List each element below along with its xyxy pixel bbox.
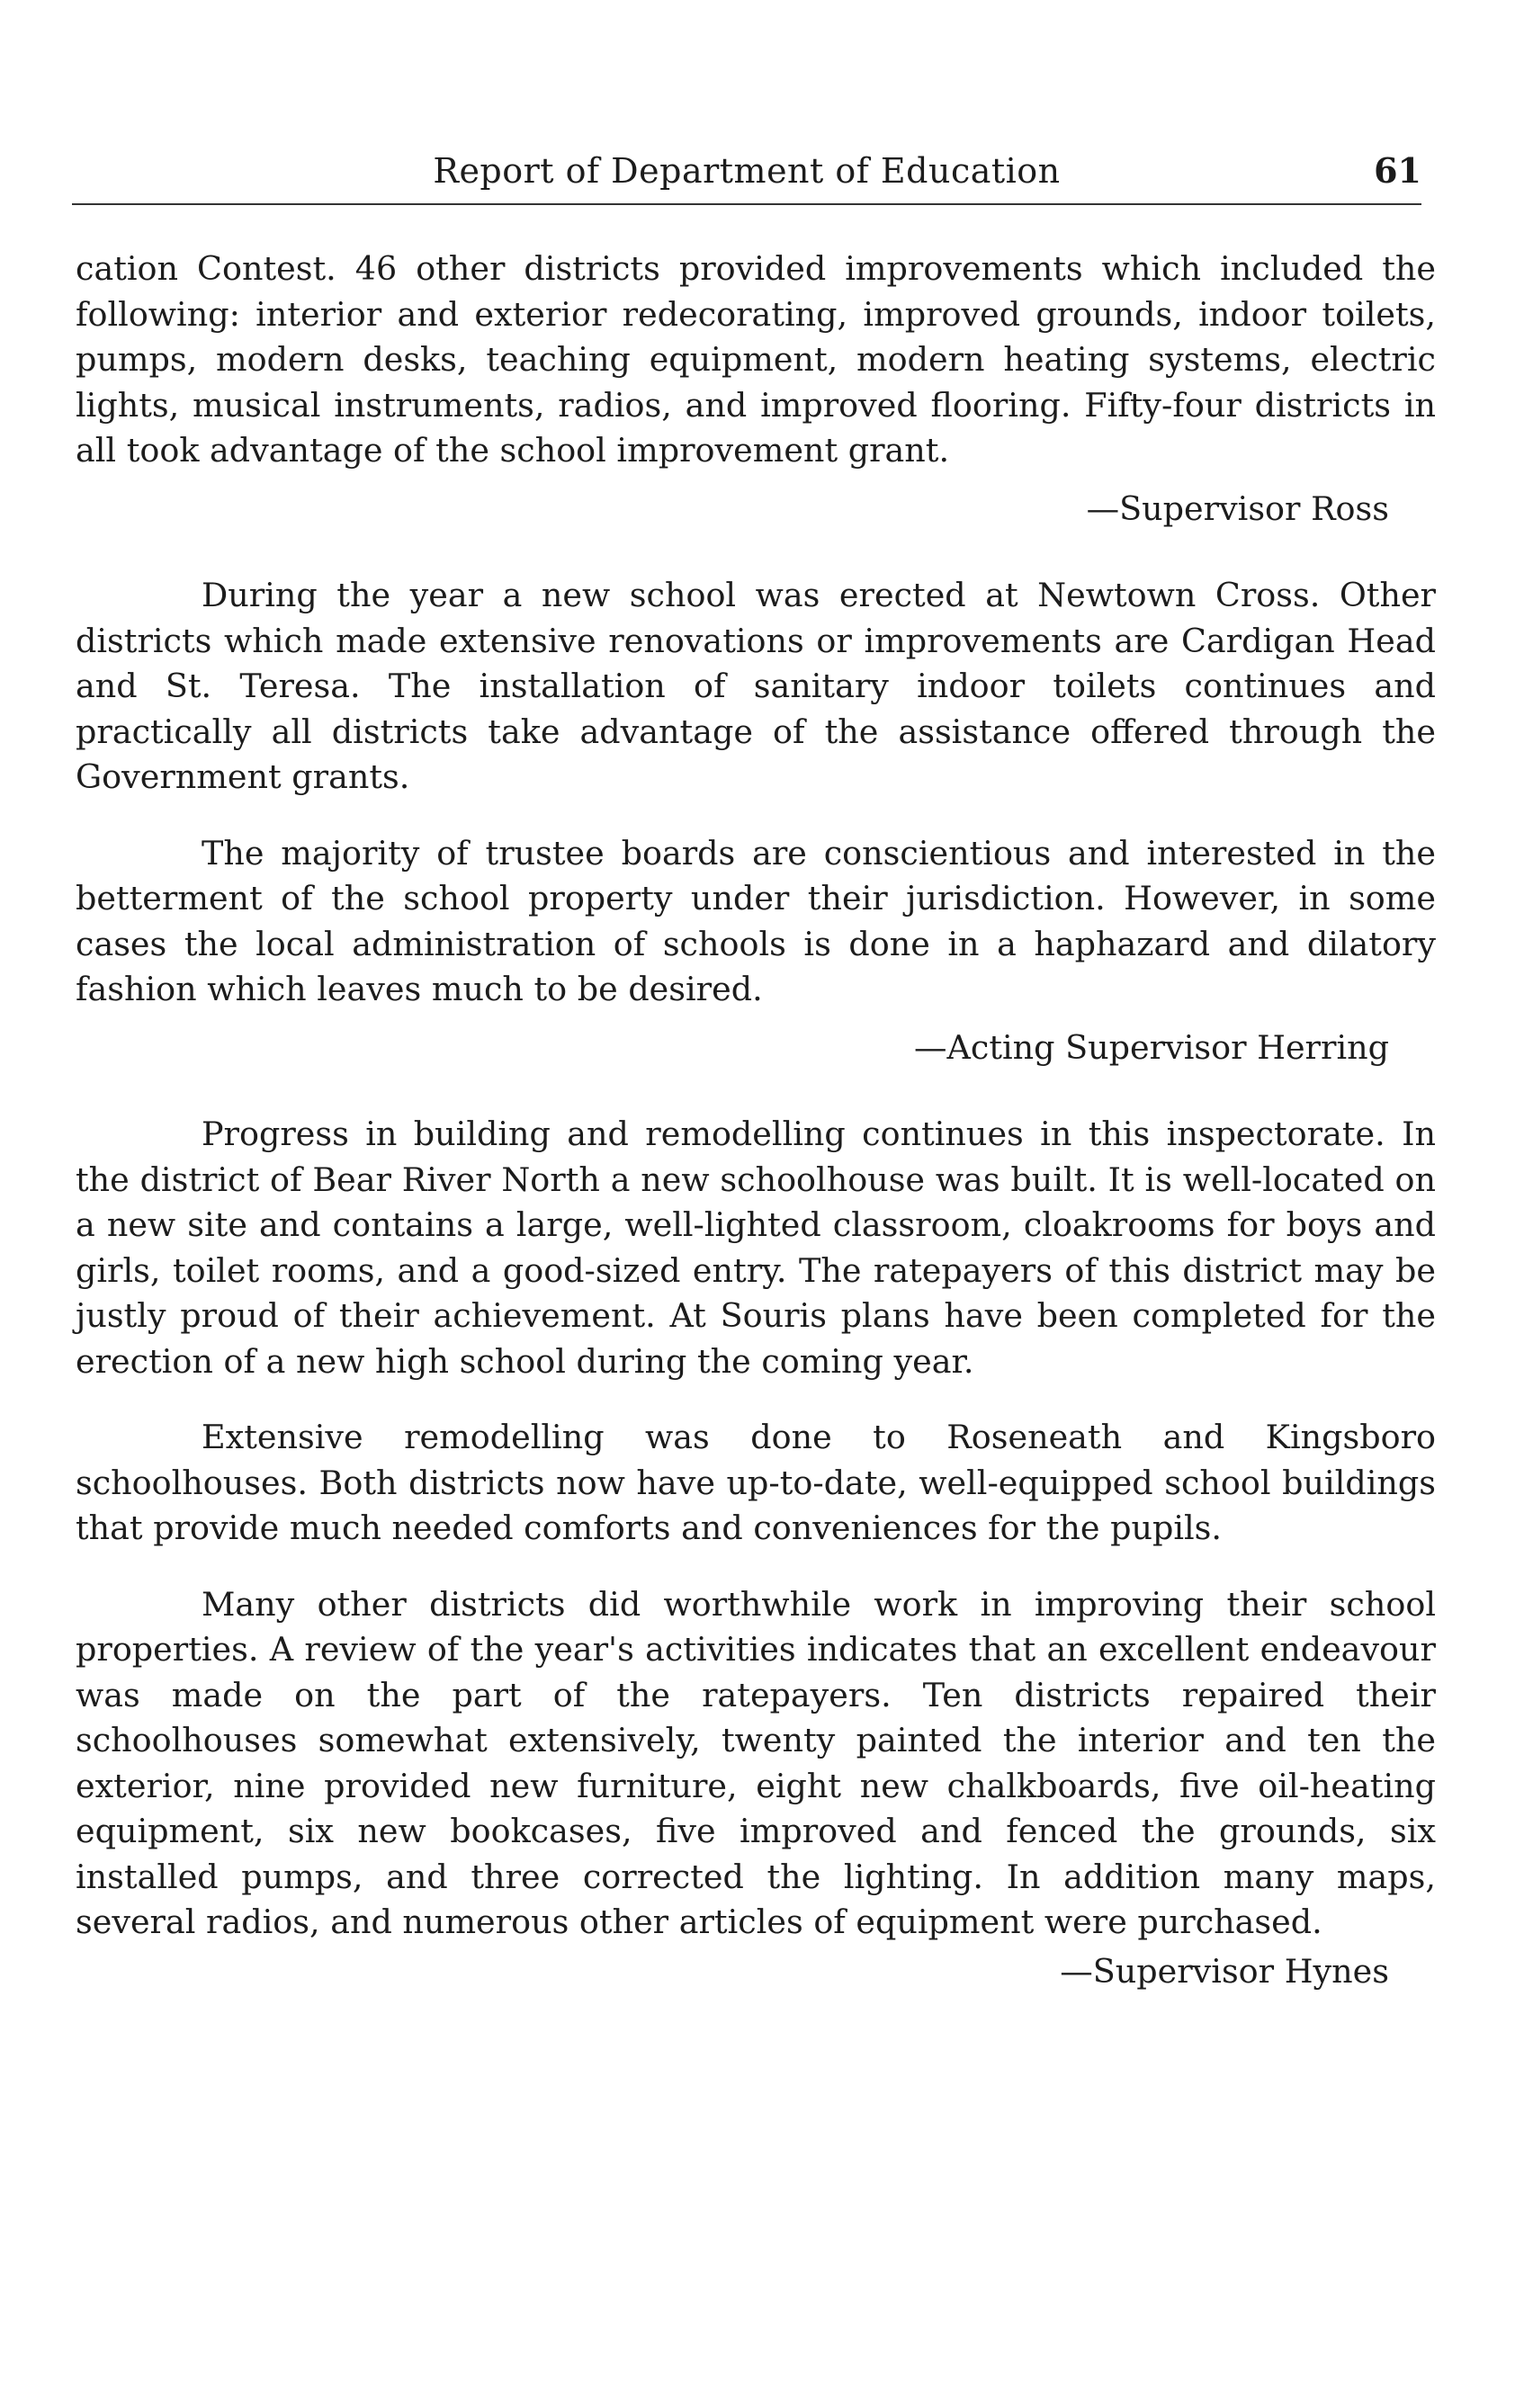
page-number: 61 bbox=[1374, 150, 1421, 191]
paragraph: Many other districts did worthwhile work in improving their school properties. A review of the year's activities indicates that an excellent endeavour was made on the part of the ratepayers. Ten districts repaired their schoolhouses somewhat extensively, twenty painted the interior and ten the exterior, nine provided new furniture, eight new chalkboards, five oil-heating equipment, six new bookcases, five improved and fenced the grounds, six installed pumps, and three corrected the lighting. In addition many maps, several radios, and numerous other articles of equipment were purchased. bbox=[76, 1584, 1436, 1941]
page-header bbox=[72, 146, 1421, 201]
running-title: Report of Department of Education bbox=[433, 151, 1061, 191]
header-divider bbox=[72, 203, 1421, 205]
signature: —Acting Supervisor Herring bbox=[914, 1027, 1389, 1067]
paragraph-gap bbox=[76, 1384, 1436, 1415]
body-text bbox=[76, 246, 1436, 2036]
signature: —Supervisor Ross bbox=[1086, 488, 1389, 528]
paragraph-gap bbox=[76, 1552, 1436, 1582]
paragraph: The majority of trustee boards are conscientious and interested in the betterment of the school property under their jurisdiction. However, in some cases the local administration of schools is done in a haphazard and dilatory fashion which leaves much to be desired. bbox=[76, 833, 1436, 1008]
paragraph: During the year a new school was erected at Newtown Cross. Other districts which made extensive renovations or improvements are Cardigan Head and St. Teresa. The installation of sanitary indoor toilets continues and practically all districts take advantage of the assistance offered through the Government grants. bbox=[76, 576, 1436, 796]
paragraph-gap bbox=[76, 801, 1436, 831]
paragraph: Extensive remodelling was done to Roseneath and Kingsboro schoolhouses. Both districts now have up-to-date, well-equipped school buildings that provide much needed comforts and conveniences for the pupils. bbox=[76, 1418, 1436, 1547]
paragraph: Progress in building and remodelling continues in this inspectorate. In the district of Bear River North a new schoolhouse was built. It is well-located on a new site and contains a large, well-lighted classroom, cloakrooms for boys and girls, toilet rooms, and a good-sized entry. The ratepayers of this district may be justly proud of their achievement. At Souris plans have been completed for the erection of a new high school during the coming year. bbox=[76, 1114, 1436, 1381]
paragraph: cation Contest. 46 other districts provided improvements which included the following: interior and exterior redecorating, improved grounds, indoor toilets, pumps, modern desks, teaching equipment, modern heating systems, electric lights, musical instruments, radios, and improved flooring. Fifty-four districts in all took advantage of the school improvement grant. bbox=[76, 249, 1436, 470]
signature: —Supervisor Hynes bbox=[1060, 1951, 1389, 1991]
